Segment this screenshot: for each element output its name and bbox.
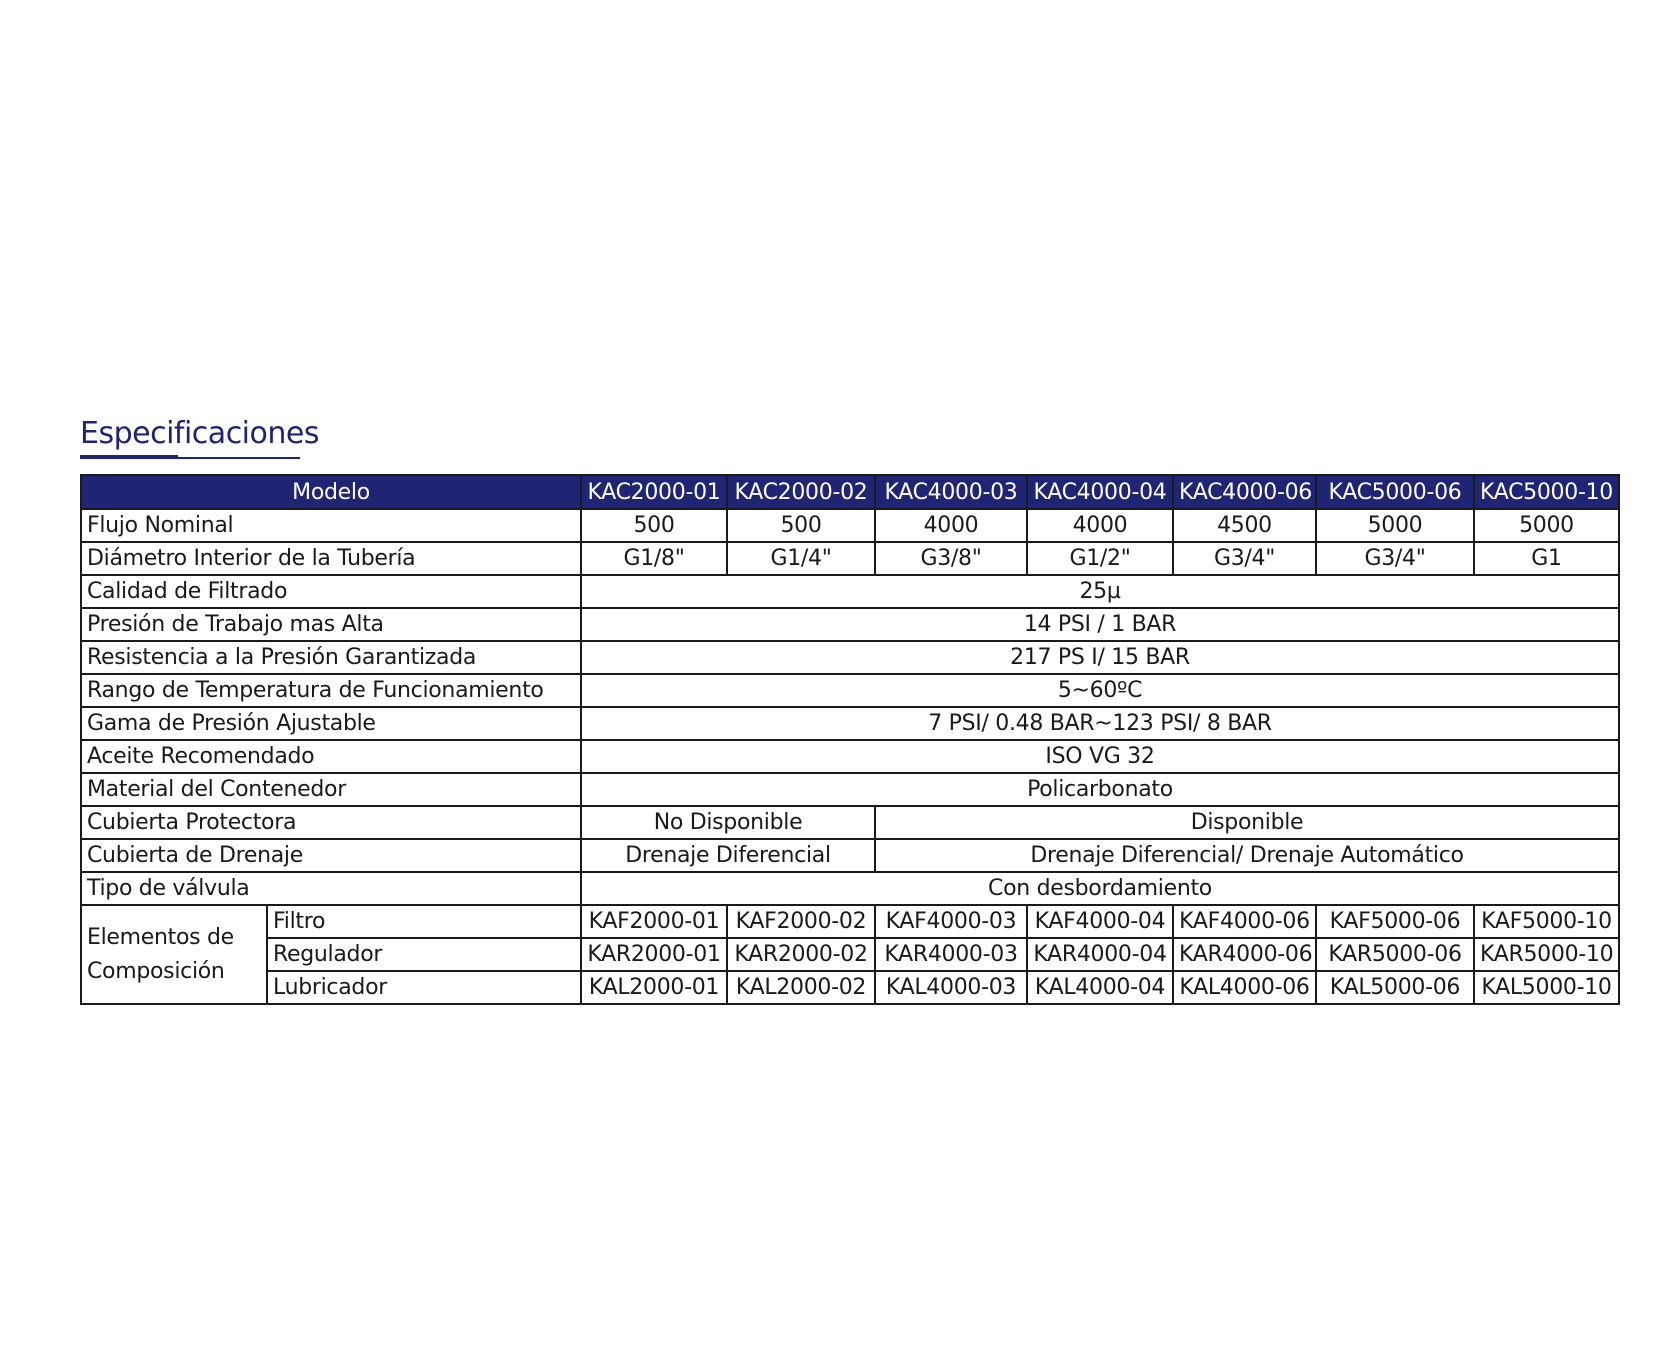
table-cell: G1/4"	[727, 542, 875, 575]
row-label: Calidad de Filtrado	[81, 575, 581, 608]
table-cell: 7 PSI/ 0.48 BAR~123 PSI/ 8 BAR	[581, 707, 1619, 740]
table-cell: KAL5000-10	[1474, 971, 1619, 1004]
table-row	[81, 575, 1619, 608]
header-model: KAC2000-02	[727, 475, 875, 509]
row-label: Resistencia a la Presión Garantizada	[81, 641, 581, 674]
table-cell: KAL2000-02	[727, 971, 875, 1004]
table-cell: G1/8"	[581, 542, 727, 575]
table-cell: KAF4000-04	[1027, 905, 1173, 938]
table-cell: 5000	[1316, 509, 1474, 542]
table-cell: KAL2000-01	[581, 971, 727, 1004]
table-cell: KAL4000-06	[1173, 971, 1316, 1004]
table-row	[81, 872, 1619, 905]
table-cell: KAL4000-03	[875, 971, 1027, 1004]
table-cell: 4000	[875, 509, 1027, 542]
table-cell: 4500	[1173, 509, 1316, 542]
table-cell: KAR5000-10	[1474, 938, 1619, 971]
table-cell: Drenaje Diferencial/ Drenaje Automático	[875, 839, 1619, 872]
header-model: KAC4000-04	[1027, 475, 1173, 509]
table-cell: ISO VG 32	[581, 740, 1619, 773]
row-label: Presión de Trabajo mas Alta	[81, 608, 581, 641]
table-cell: 25µ	[581, 575, 1619, 608]
row-label: Filtro	[267, 905, 581, 938]
table-cell: G3/8"	[875, 542, 1027, 575]
row-label: Aceite Recomendado	[81, 740, 581, 773]
row-label: Rango de Temperatura de Funcionamiento	[81, 674, 581, 707]
table-cell: KAR4000-06	[1173, 938, 1316, 971]
row-label: Cubierta Protectora	[81, 806, 581, 839]
table-cell: G3/4"	[1173, 542, 1316, 575]
table-cell: Con desbordamiento	[581, 872, 1619, 905]
table-cell: G1/2"	[1027, 542, 1173, 575]
table-cell: G1	[1474, 542, 1619, 575]
table-cell: Disponible	[875, 806, 1619, 839]
table-cell: 500	[727, 509, 875, 542]
row-label: Cubierta de Drenaje	[81, 839, 581, 872]
title-underline	[80, 457, 300, 459]
table-cell: KAR5000-06	[1316, 938, 1474, 971]
table-header-row	[81, 475, 1619, 509]
table-row	[81, 509, 1619, 542]
table-row	[81, 938, 1619, 971]
table-cell: KAF5000-06	[1316, 905, 1474, 938]
header-model: KAC2000-01	[581, 475, 727, 509]
table-cell: No Disponible	[581, 806, 875, 839]
table-cell: KAR4000-03	[875, 938, 1027, 971]
table-row	[81, 740, 1619, 773]
table-row	[81, 839, 1619, 872]
header-model: KAC5000-10	[1474, 475, 1619, 509]
table-cell: G3/4"	[1316, 542, 1474, 575]
table-cell: KAR2000-01	[581, 938, 727, 971]
table-row	[81, 707, 1619, 740]
table-row	[81, 608, 1619, 641]
page-title: Especificaciones	[80, 416, 319, 451]
row-label: Tipo de válvula	[81, 872, 581, 905]
row-label: Diámetro Interior de la Tubería	[81, 542, 581, 575]
table-cell: KAR4000-04	[1027, 938, 1173, 971]
table-cell: KAF4000-06	[1173, 905, 1316, 938]
table-cell: KAL4000-04	[1027, 971, 1173, 1004]
table-cell: 5~60ºC	[581, 674, 1619, 707]
table-cell: KAF2000-01	[581, 905, 727, 938]
table-cell: 14 PSI / 1 BAR	[581, 608, 1619, 641]
table-cell: KAR2000-02	[727, 938, 875, 971]
header-model: KAC4000-06	[1173, 475, 1316, 509]
row-label: Gama de Presión Ajustable	[81, 707, 581, 740]
table-cell: KAF2000-02	[727, 905, 875, 938]
table-row	[81, 905, 1619, 938]
table-cell: KAF5000-10	[1474, 905, 1619, 938]
header-label: Modelo	[81, 475, 581, 509]
table-row	[81, 674, 1619, 707]
table-cell: Policarbonato	[581, 773, 1619, 806]
table-cell: Drenaje Diferencial	[581, 839, 875, 872]
table-cell: KAL5000-06	[1316, 971, 1474, 1004]
row-label: Lubricador	[267, 971, 581, 1004]
table-cell: KAF4000-03	[875, 905, 1027, 938]
row-label: Material del Contenedor	[81, 773, 581, 806]
row-label: Flujo Nominal	[81, 509, 581, 542]
table-row	[81, 806, 1619, 839]
table-row	[81, 542, 1619, 575]
table-cell: 500	[581, 509, 727, 542]
header-model: KAC5000-06	[1316, 475, 1474, 509]
group-label: Elementos de Composición	[81, 905, 267, 1004]
table-cell: 217 PS I/ 15 BAR	[581, 641, 1619, 674]
row-label: Regulador	[267, 938, 581, 971]
header-model: KAC4000-03	[875, 475, 1027, 509]
table-cell: 4000	[1027, 509, 1173, 542]
table-cell: 5000	[1474, 509, 1619, 542]
table-row	[81, 773, 1619, 806]
specifications-table	[80, 474, 1620, 1005]
table-row	[81, 641, 1619, 674]
table-row	[81, 971, 1619, 1004]
